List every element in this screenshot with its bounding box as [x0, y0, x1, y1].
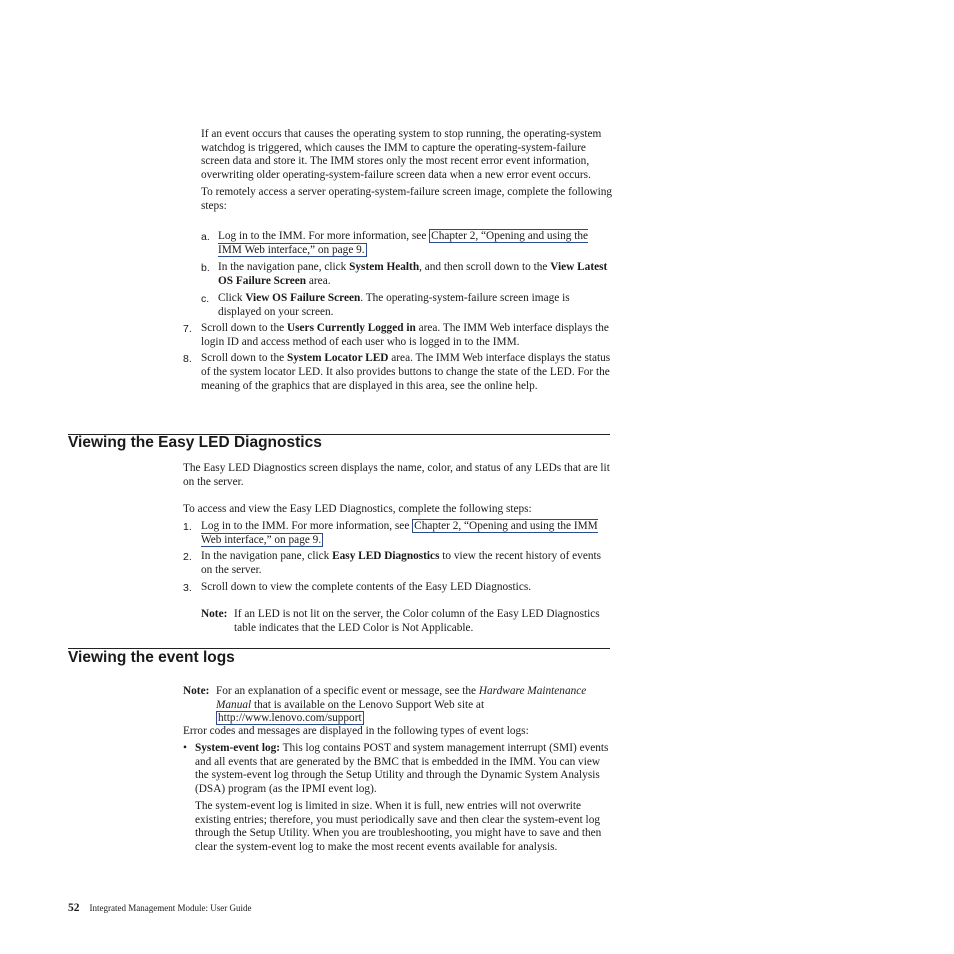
note-text: that is available on the Lenovo Support Web site at [251, 698, 485, 711]
substep-marker: b. [201, 262, 210, 275]
event-logs-note [183, 685, 613, 726]
log-type-label: System-event log: [195, 742, 281, 754]
step-text: In the navigation pane, click [201, 550, 333, 563]
step-marker: 2. [183, 551, 192, 564]
section-heading-easy-led: Viewing the Easy LED Diagnostics [68, 434, 322, 451]
substep-text: Click [218, 291, 246, 304]
easy-led-note [201, 608, 613, 635]
easy-led-step-1 [183, 520, 613, 547]
intro-paragraph-2: To remotely access a server operating-system-failure screen image, complete the following steps: [201, 185, 613, 212]
step-text: Scroll down to view the complete contents of the Easy LED Diagnostics. [201, 580, 532, 593]
substep-text: area. [306, 275, 331, 288]
document-title: Integrated Management Module: User Guide [89, 903, 252, 913]
ui-term: System Locator LED [286, 352, 389, 365]
substep-list [201, 230, 613, 319]
step-text: Log in to the IMM. For more information, see [201, 520, 413, 532]
step-text: to view the recent history of events on the server. [201, 550, 602, 577]
page-footer [68, 902, 251, 916]
step-marker: 7. [183, 323, 192, 335]
substep-text: , and then scroll down to the [419, 261, 551, 274]
event-logs-paragraph: Error codes and messages are displayed in the following types of event logs: [183, 725, 529, 737]
note-text: If an LED is not lit on the server, the Color column of the Easy LED Diagnostics table indicates that the LED Color is Not Applicable. [234, 608, 600, 634]
step-8 [183, 352, 613, 393]
ui-term: View OS Failure Screen [245, 291, 361, 304]
event-log-types [183, 742, 613, 855]
step-text: Scroll down to the [201, 322, 287, 334]
substep-marker: a. [201, 231, 210, 243]
chapter-2-link[interactable]: Chapter 2, “Opening and using the IMM Web interface,” on page 9. [201, 520, 598, 546]
easy-led-step-3 [183, 581, 613, 595]
substep-text: In the navigation pane, click [218, 261, 350, 274]
ui-term: System Health [349, 261, 420, 274]
intro-paragraph-1: If an event occurs that causes the operating system to stop running, the operating-system watchdog is triggered, which causes the IMM to capture the operating-system-failure screen data and store it. The IMM stores only the most recent error event information, overwriting older operating-system-failure screen data when a new error event occurs. [201, 128, 602, 182]
log-type-text: This log contains POST and system management interrupt (SMI) events and all events that are generated by the BMC that is embedded in the IMM. You can view the system-event log through the Setup Utility and through the Dynamic System Analysis (DSA) program (as the IPMI event log). [195, 742, 609, 796]
easy-led-steps [183, 520, 613, 595]
page-number: 52 [68, 902, 80, 914]
step-text: area. The IMM Web interface displays the login ID and access method of each user who is logged in to the IMM. [201, 322, 609, 348]
note-label: Note: [201, 608, 228, 620]
step-marker: 3. [183, 581, 192, 594]
chapter-2-link[interactable]: Chapter 2, “Opening and using the IMM Web interface,” on page 9. [218, 230, 589, 256]
substep-a [201, 230, 613, 257]
note-body [201, 608, 613, 635]
step-list [183, 322, 613, 394]
ui-term: Users Currently Logged in [286, 322, 416, 334]
substep-b [201, 261, 613, 288]
list-item-system-event-log [183, 742, 613, 855]
easy-led-step-2 [183, 550, 613, 577]
substep-text: . The operating-system-failure screen image is displayed on your screen. [218, 291, 570, 318]
easy-led-paragraph-1: The Easy LED Diagnostics screen displays the name, color, and status of any LEDs that are lit on the server. [183, 462, 610, 488]
step-text: area. The IMM Web interface displays the status of the system locator LED. It also provides buttons to change the state of the LED. For the meaning of the graphics that are displayed in this area, see the online help. [201, 352, 611, 392]
bullet-marker: • [183, 742, 187, 754]
event-logs-intro [183, 725, 613, 739]
note-text: For an explanation of a specific event or message, see the [216, 685, 479, 697]
section-heading-event-logs: Viewing the event logs [68, 649, 235, 666]
step-7 [183, 322, 613, 349]
note-label: Note: [183, 685, 210, 697]
intro-section [201, 128, 613, 213]
note-body [183, 685, 613, 726]
easy-led-paragraph-2: To access and view the Easy LED Diagnostics, complete the following steps: [183, 503, 532, 516]
step-marker: 1. [183, 521, 192, 533]
substep-marker: c. [201, 292, 210, 305]
log-type-paragraph-2: The system-event log is limited in size. When it is full, new entries will not overwrite existing entries; therefore, you must periodically save and then clear the system-event log through the Setup Utility. When you are troubleshooting, you might have to save and then clear the system-event log to make the most recent events available for analysis. [195, 799, 602, 853]
lenovo-support-link[interactable]: http://www.lenovo.com/support [218, 712, 362, 725]
step-text: Scroll down to the [201, 352, 287, 365]
substep-c [201, 292, 613, 319]
substep-text: Log in to the IMM. For more information, see [218, 230, 430, 242]
manual-title: Hardware Maintenance Manual [216, 685, 587, 711]
ui-term: View Latest OS Failure Screen [218, 261, 608, 288]
ui-term: Easy LED Diagnostics [332, 550, 440, 563]
step-marker: 8. [183, 353, 192, 366]
easy-led-intro [183, 462, 613, 517]
